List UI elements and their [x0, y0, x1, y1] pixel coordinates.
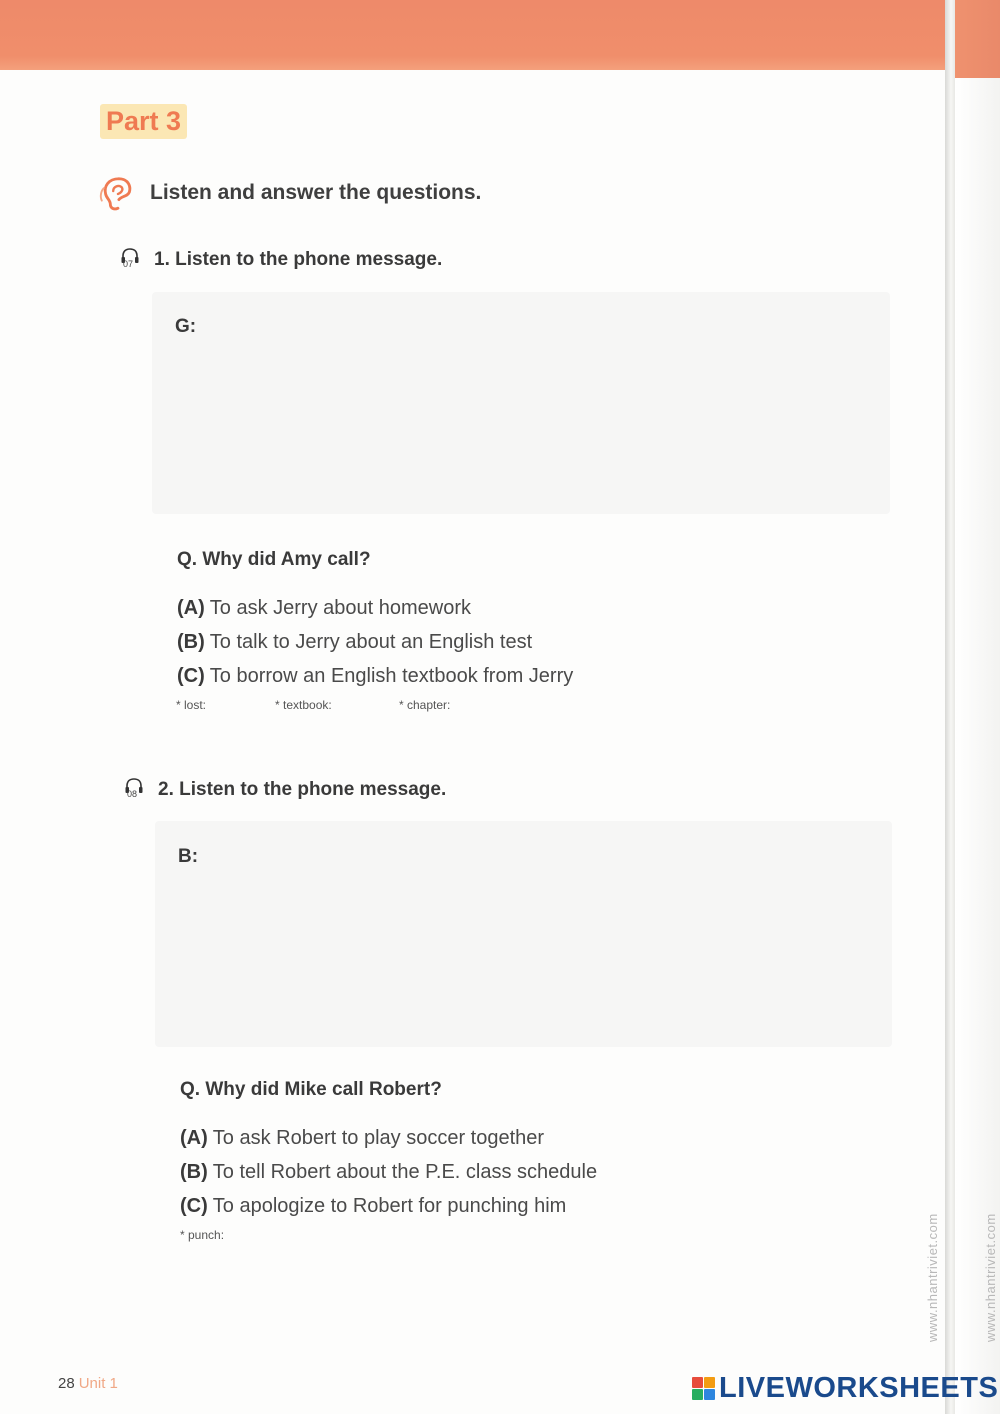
page-number: 28 — [58, 1375, 75, 1392]
question-2-instruction: 2. Listen to the phone message. — [158, 779, 447, 800]
option-a[interactable]: (A) To ask Jerry about homework — [177, 597, 471, 619]
question-2-text: Q. Why did Mike call Robert? — [180, 1079, 442, 1100]
option-c[interactable]: (C) To apologize to Robert for punching him — [180, 1195, 567, 1217]
question-2-options — [180, 1121, 597, 1223]
page-binding-edge — [945, 0, 955, 1414]
part-title: Part 3 — [100, 104, 187, 139]
vocab-item: * punch: — [180, 1228, 225, 1242]
unit-label: Unit 1 — [78, 1375, 118, 1392]
vocab-list-1 — [176, 698, 450, 712]
track-number: 08 — [127, 789, 138, 799]
page-footer — [58, 1375, 118, 1392]
transcript-box-2[interactable] — [155, 821, 892, 1047]
speaker-label-2: B: — [178, 846, 199, 867]
header-band-edge — [948, 0, 1000, 78]
logo-blocks-icon — [692, 1377, 715, 1400]
question-1-options — [177, 591, 573, 693]
header-band — [0, 0, 948, 70]
vocab-item: * chapter: — [399, 698, 451, 712]
question-1-heading — [120, 247, 442, 273]
watermark-text-edge: www.nhantriviet.com — [983, 1213, 998, 1342]
question-2-heading — [124, 777, 446, 803]
track-number: 07 — [123, 259, 134, 269]
section-heading — [98, 174, 481, 212]
speaker-label-1: G: — [175, 316, 197, 337]
option-b[interactable]: (B) To talk to Jerry about an English test — [177, 631, 533, 653]
vocab-item: * textbook: — [275, 698, 332, 712]
headphones-icon — [120, 247, 144, 273]
liveworksheets-logo[interactable] — [692, 1372, 998, 1405]
vocab-item: * lost: — [176, 698, 207, 712]
watermark-text: www.nhantriviet.com — [925, 1213, 940, 1342]
option-a[interactable]: (A) To ask Robert to play soccer together — [180, 1127, 545, 1149]
question-1-text: Q. Why did Amy call? — [177, 549, 371, 570]
question-1-instruction: 1. Listen to the phone message. — [154, 249, 443, 270]
option-b[interactable]: (B) To tell Robert about the P.E. class schedule — [180, 1161, 598, 1183]
ear-listening-icon — [98, 174, 136, 212]
option-c[interactable]: (C) To borrow an English textbook from Jerry — [177, 665, 574, 687]
transcript-box-1[interactable] — [152, 292, 890, 514]
logo-text: LIVEWORKSHEETS — [719, 1372, 999, 1404]
headphones-icon — [124, 777, 148, 803]
vocab-list-2 — [180, 1228, 224, 1242]
instruction-text: Listen and answer the questions. — [150, 181, 482, 204]
